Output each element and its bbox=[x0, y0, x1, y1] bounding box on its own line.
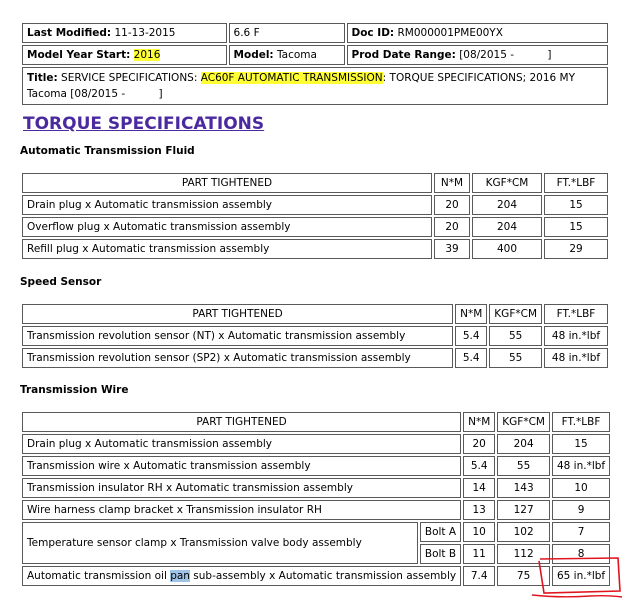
nm-cell: 5.4 bbox=[463, 456, 495, 476]
column-header: PART TIGHTENED bbox=[22, 412, 461, 432]
nm-cell: 13 bbox=[463, 500, 495, 520]
kgf-cell: 143 bbox=[497, 478, 550, 498]
nm-cell: 10 bbox=[463, 522, 495, 542]
table-row bbox=[22, 478, 610, 498]
kgf-cell: 55 bbox=[497, 456, 550, 476]
bolt-label-cell: Bolt A bbox=[420, 522, 461, 542]
nm-cell: 20 bbox=[434, 217, 470, 237]
prod-date-cell: Prod Date Range: [08/2015 - ] bbox=[347, 45, 609, 65]
kgf-cell: 204 bbox=[472, 195, 542, 215]
document-header bbox=[20, 21, 610, 107]
table-row bbox=[22, 522, 610, 542]
column-header: FT.*LBF bbox=[544, 304, 608, 324]
nm-cell: 20 bbox=[463, 434, 495, 454]
last-modified-cell: Last Modified: 11-13-2015 bbox=[22, 23, 227, 43]
part-cell: Temperature sensor clamp x Transmission valve body assembly bbox=[22, 522, 418, 564]
kgf-cell: 102 bbox=[497, 522, 550, 542]
column-header: KGF*CM bbox=[472, 173, 542, 193]
table-header-row bbox=[22, 173, 608, 193]
kgf-cell: 127 bbox=[497, 500, 550, 520]
part-cell: Transmission wire x Automatic transmission assembly bbox=[22, 456, 461, 476]
doc-id-cell: Doc ID: RM000001PME00YX bbox=[347, 23, 609, 43]
section-title-speed-sensor: Speed Sensor bbox=[20, 276, 102, 288]
table-header-row bbox=[22, 304, 608, 324]
selected-text: pan bbox=[170, 570, 190, 582]
ft-cell: 48 in.*lbf bbox=[544, 326, 608, 346]
column-header: PART TIGHTENED bbox=[22, 173, 432, 193]
nm-cell: 20 bbox=[434, 195, 470, 215]
nm-cell: 39 bbox=[434, 239, 470, 259]
part-cell: Transmission revolution sensor (SP2) x Automatic transmission assembly bbox=[22, 348, 453, 368]
kgf-cell: 75 bbox=[497, 566, 550, 586]
part-cell: Drain plug x Automatic transmission assembly bbox=[22, 195, 432, 215]
part-cell: Transmission insulator RH x Automatic transmission assembly bbox=[22, 478, 461, 498]
table-row bbox=[22, 217, 608, 237]
column-header: N*M bbox=[463, 412, 495, 432]
ft-cell: 48 in.*lbf bbox=[544, 348, 608, 368]
column-header: FT.*LBF bbox=[544, 173, 608, 193]
table-row bbox=[22, 456, 610, 476]
column-header: FT.*LBF bbox=[552, 412, 610, 432]
ft-cell: 48 in.*lbf bbox=[552, 456, 610, 476]
ft-cell: 8 bbox=[552, 544, 610, 564]
table-row bbox=[22, 566, 610, 586]
kgf-cell: 112 bbox=[497, 544, 550, 564]
column-header: PART TIGHTENED bbox=[22, 304, 453, 324]
ft-cell: 10 bbox=[552, 478, 610, 498]
ft-cell: 9 bbox=[552, 500, 610, 520]
ft-cell: 29 bbox=[544, 239, 608, 259]
kgf-cell: 204 bbox=[497, 434, 550, 454]
table-row bbox=[22, 195, 608, 215]
table-row bbox=[22, 434, 610, 454]
nm-cell: 14 bbox=[463, 478, 495, 498]
table-row bbox=[22, 348, 608, 368]
page-title[interactable]: TORQUE SPECIFICATIONS bbox=[23, 114, 265, 134]
model-cell: Model: Tacoma bbox=[229, 45, 345, 65]
speed-sensor-torque-table bbox=[20, 302, 610, 370]
part-cell: Overflow plug x Automatic transmission assembly bbox=[22, 217, 432, 237]
nm-cell: 11 bbox=[463, 544, 495, 564]
table-row bbox=[22, 500, 610, 520]
nm-cell: 5.4 bbox=[455, 326, 487, 346]
kgf-cell: 204 bbox=[472, 217, 542, 237]
kgf-cell: 55 bbox=[489, 326, 542, 346]
fluid-torque-table bbox=[20, 171, 610, 261]
table-header-row bbox=[22, 412, 610, 432]
kgf-cell: 55 bbox=[489, 348, 542, 368]
column-header: N*M bbox=[434, 173, 470, 193]
ft-cell: 15 bbox=[544, 217, 608, 237]
part-cell: Automatic transmission oil pan sub-assembly x Automatic transmission assembly bbox=[22, 566, 461, 586]
part-cell: Transmission revolution sensor (NT) x Automatic transmission assembly bbox=[22, 326, 453, 346]
part-cell: Wire harness clamp bracket x Transmission insulator RH bbox=[22, 500, 461, 520]
column-header: N*M bbox=[455, 304, 487, 324]
part-cell: Drain plug x Automatic transmission assembly bbox=[22, 434, 461, 454]
model-year-cell: Model Year Start: 2016 bbox=[22, 45, 227, 65]
ft-cell: 15 bbox=[544, 195, 608, 215]
part-cell: Refill plug x Automatic transmission assembly bbox=[22, 239, 432, 259]
section-title-fluid: Automatic Transmission Fluid bbox=[20, 145, 195, 157]
transmission-wire-torque-table bbox=[20, 410, 612, 588]
table-row bbox=[22, 326, 608, 346]
column-header: KGF*CM bbox=[497, 412, 550, 432]
version-cell: 6.6 F bbox=[229, 23, 345, 43]
bolt-label-cell: Bolt B bbox=[420, 544, 461, 564]
ft-cell: 7 bbox=[552, 522, 610, 542]
nm-cell: 5.4 bbox=[455, 348, 487, 368]
column-header: KGF*CM bbox=[489, 304, 542, 324]
ft-cell: 65 in.*lbf bbox=[552, 566, 610, 586]
section-title-transmission-wire: Transmission Wire bbox=[20, 384, 129, 396]
nm-cell: 7.4 bbox=[463, 566, 495, 586]
table-row bbox=[22, 239, 608, 259]
title-cell: Title: SERVICE SPECIFICATIONS: AC60F AUTOMATIC TRANSMISSION: TORQUE SPECIFICATIONS; 2016 MY Tacoma [08/2015 - ] bbox=[22, 67, 608, 105]
kgf-cell: 400 bbox=[472, 239, 542, 259]
ft-cell: 15 bbox=[552, 434, 610, 454]
